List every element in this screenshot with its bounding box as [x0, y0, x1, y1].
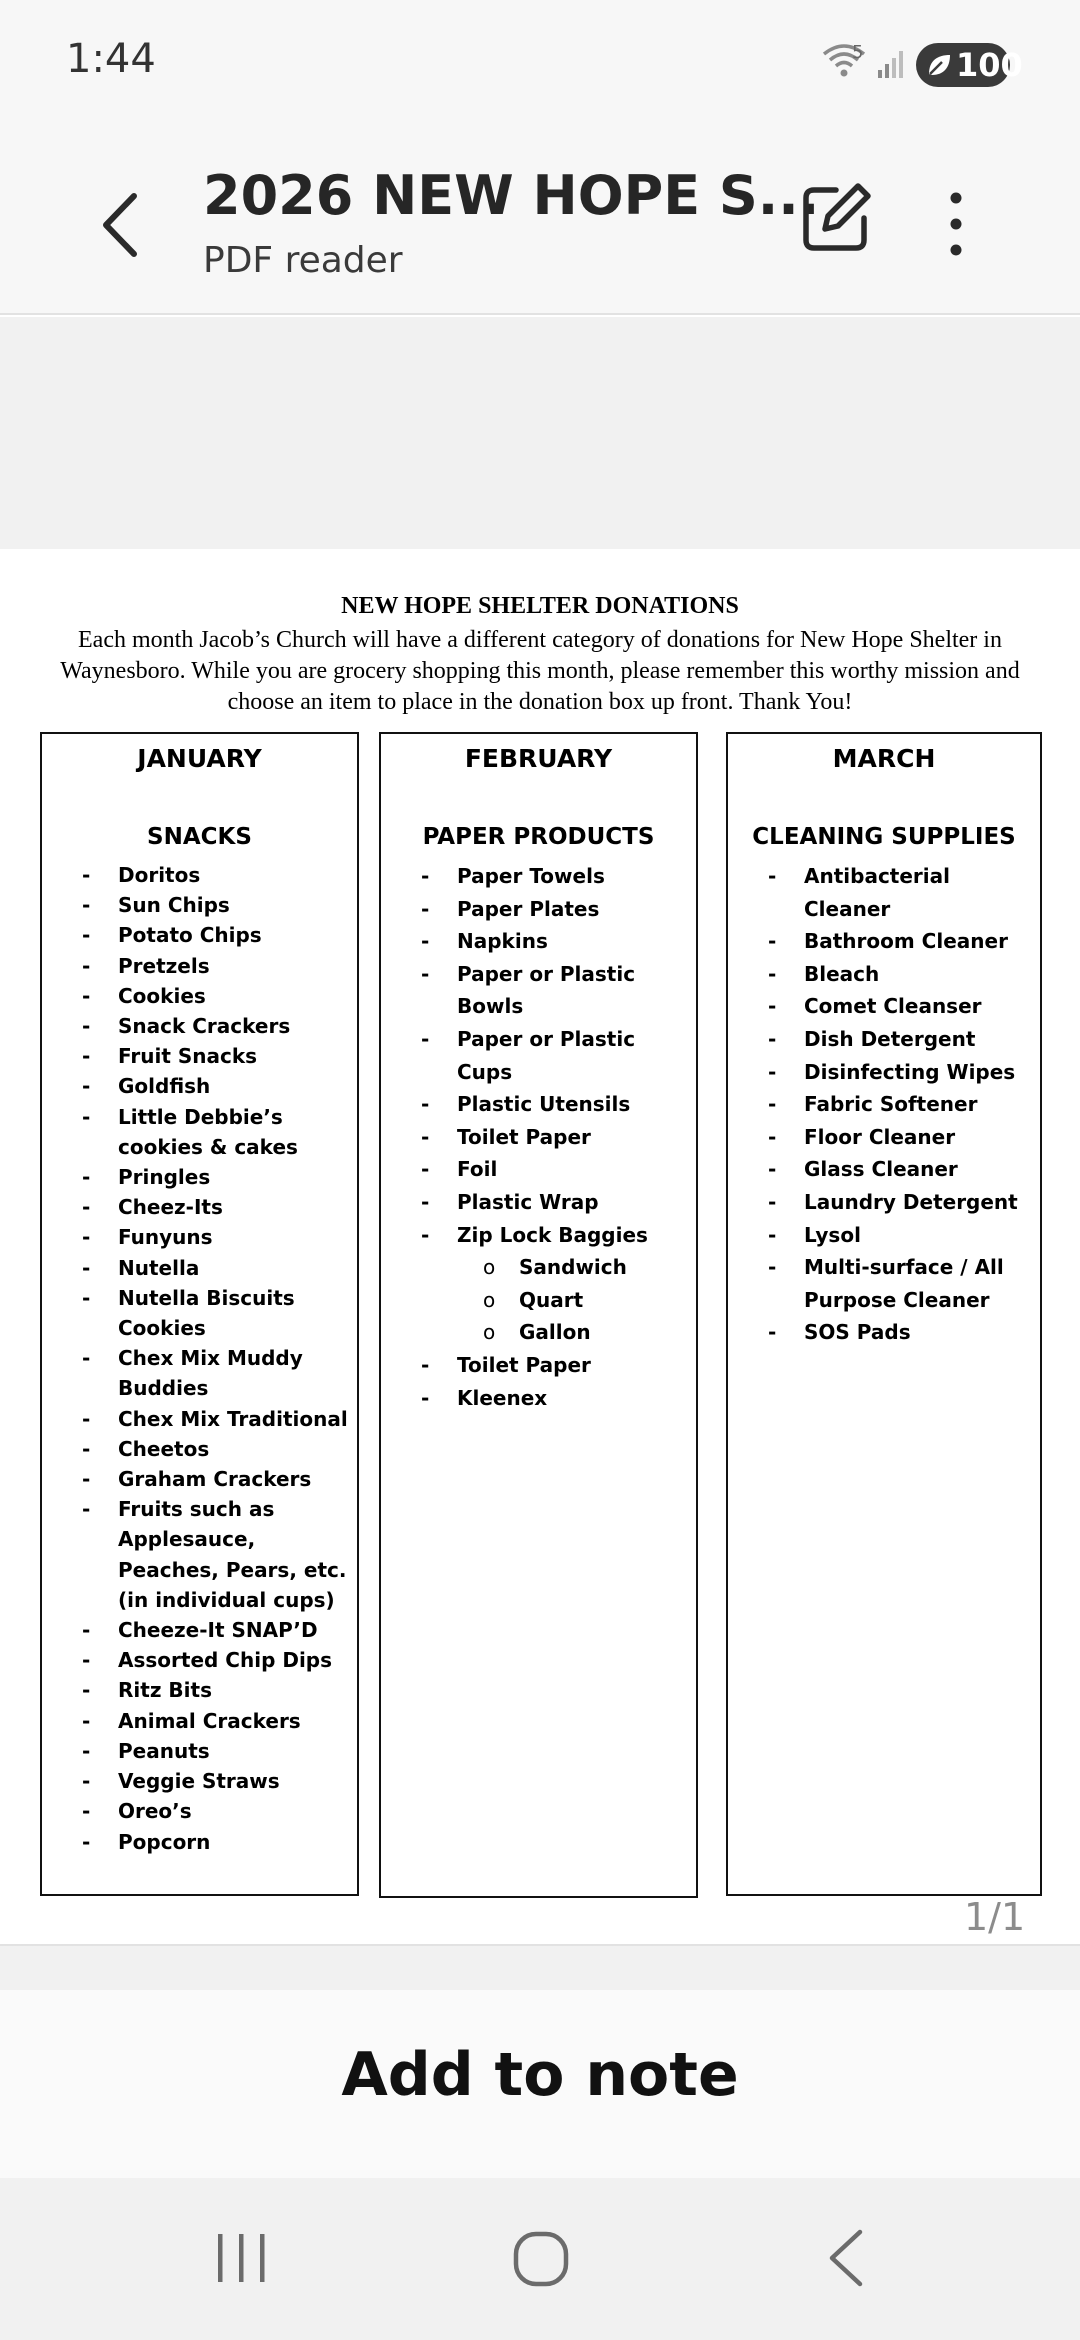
document-title: 2026 NEW HOPE S...	[203, 164, 820, 227]
list-item: - Chex Mix Traditional	[82, 1404, 352, 1434]
list-item: - Sun Chips	[82, 890, 352, 920]
list-item: - Pringles	[82, 1162, 352, 1192]
month-column-february	[379, 732, 698, 1898]
edit-pencil-icon[interactable]	[796, 178, 876, 258]
month-column-march	[726, 732, 1042, 1896]
list-item: - Nutella	[82, 1253, 352, 1283]
list-item: - Fruits such as Applesauce, Peaches, Pears, etc. (in individual cups)	[82, 1494, 352, 1615]
list-item: - Oreo’s	[82, 1796, 352, 1826]
list-item: - Paper or Plastic Bowls	[421, 958, 693, 1023]
signal-icon	[876, 48, 908, 80]
list-item: - Potato Chips	[82, 920, 352, 950]
list-item: - Foil	[421, 1153, 693, 1186]
category-title: SNACKS	[147, 824, 252, 850]
list-item: - Little Debbie’s cookies & cakes	[82, 1102, 352, 1162]
list-item: - Assorted Chip Dips	[82, 1645, 352, 1675]
list-item: - Cheez-Its	[82, 1192, 352, 1222]
list-item: - Napkins	[421, 925, 693, 958]
list-item: - Paper Towels	[421, 860, 693, 893]
list-item: - Zip Lock Baggies	[421, 1219, 693, 1252]
document-intro: Each month Jacob’s Church will have a different category of donations for New Hope Shelter in Waynesboro. While you are grocery shopping this month, please remember this worthy mission and choose an item to place in the donation box up front. Thank You!	[60, 627, 1020, 715]
sub-list-item: o Gallon	[421, 1316, 693, 1349]
viewer-background	[0, 317, 1080, 549]
month-column-january	[40, 732, 359, 1896]
list-item: - Lysol	[768, 1219, 1038, 1252]
more-vertical-icon[interactable]	[930, 190, 982, 258]
month-title: JANUARY	[137, 744, 262, 773]
list-item: - Nutella Biscuits Cookies	[82, 1283, 352, 1343]
list-item: - Snack Crackers	[82, 1011, 352, 1041]
app-bar	[0, 130, 1080, 315]
back-arrow-icon[interactable]	[86, 180, 156, 270]
list-item: - Veggie Straws	[82, 1766, 352, 1796]
item-list	[82, 860, 352, 1857]
list-item: - Ritz Bits	[82, 1675, 352, 1705]
list-item: - Toilet Paper	[421, 1349, 693, 1382]
list-item: - Cheetos	[82, 1434, 352, 1464]
note-bar	[0, 1990, 1080, 2178]
document-heading: NEW HOPE SHELTER DONATIONS	[341, 593, 739, 619]
add-to-note-button[interactable]: Add to note	[341, 2040, 739, 2110]
list-item: - Popcorn	[82, 1827, 352, 1857]
list-item: - SOS Pads	[768, 1316, 1038, 1349]
app-subtitle: PDF reader	[203, 240, 403, 281]
list-item: - Bleach	[768, 958, 1038, 991]
status-bar	[0, 0, 1080, 130]
divider	[0, 1944, 1080, 1990]
list-item: - Funyuns	[82, 1222, 352, 1252]
list-item: - Cheeze-It SNAP’D	[82, 1615, 352, 1645]
sub-list-item: o Sandwich	[421, 1251, 693, 1284]
pdf-page[interactable]	[0, 549, 1080, 1944]
list-item: - Cookies	[82, 981, 352, 1011]
list-item: - Kleenex	[421, 1382, 693, 1415]
list-item: - Animal Crackers	[82, 1706, 352, 1736]
list-item: - Paper or Plastic Cups	[421, 1023, 693, 1088]
list-item: - Goldfish	[82, 1071, 352, 1101]
list-item: - Plastic Utensils	[421, 1088, 693, 1121]
item-list	[421, 860, 693, 1414]
list-item: - Chex Mix Muddy Buddies	[82, 1343, 352, 1403]
status-time: 1:44	[66, 36, 156, 82]
list-item: - Multi-surface / All Purpose Cleaner	[768, 1251, 1038, 1316]
list-item: - Dish Detergent	[768, 1023, 1038, 1056]
wifi-generation: 5	[852, 42, 864, 63]
list-item: - Toilet Paper	[421, 1121, 693, 1154]
list-item: - Glass Cleaner	[768, 1153, 1038, 1186]
power-saving-leaf-icon	[924, 50, 954, 80]
list-item: - Disinfecting Wipes	[768, 1056, 1038, 1089]
month-title: MARCH	[832, 744, 936, 773]
item-list	[768, 860, 1038, 1349]
category-title: PAPER PRODUCTS	[422, 824, 655, 850]
category-title: CLEANING SUPPLIES	[752, 824, 1016, 850]
nav-back-icon[interactable]	[826, 2228, 866, 2288]
list-item: - Doritos	[82, 860, 352, 890]
list-item: - Fruit Snacks	[82, 1041, 352, 1071]
list-item: - Comet Cleanser	[768, 990, 1038, 1023]
list-item: - Antibacterial Cleaner	[768, 860, 1038, 925]
list-item: - Fabric Softener	[768, 1088, 1038, 1121]
month-title: FEBRUARY	[464, 744, 613, 773]
list-item: - Pretzels	[82, 951, 352, 981]
list-item: - Plastic Wrap	[421, 1186, 693, 1219]
battery-indicator	[916, 43, 1023, 87]
battery-level: 100	[956, 46, 1023, 84]
list-item: - Laundry Detergent	[768, 1186, 1038, 1219]
list-item: - Paper Plates	[421, 893, 693, 926]
navigation-bar	[0, 2178, 1080, 2340]
list-item: - Floor Cleaner	[768, 1121, 1038, 1154]
recent-apps-icon[interactable]	[214, 2230, 268, 2286]
sub-list-item: o Quart	[421, 1284, 693, 1317]
page-indicator: 1/1	[964, 1895, 1026, 1939]
list-item: - Bathroom Cleaner	[768, 925, 1038, 958]
home-icon[interactable]	[512, 2230, 570, 2288]
list-item: - Peanuts	[82, 1736, 352, 1766]
list-item: - Graham Crackers	[82, 1464, 352, 1494]
